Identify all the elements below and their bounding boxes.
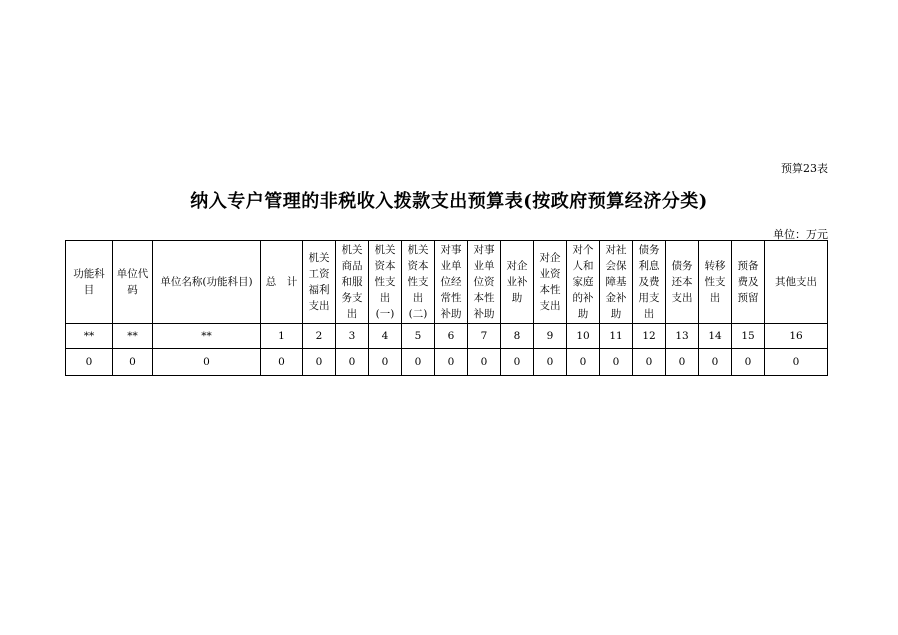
table-cell: 0 <box>153 349 261 376</box>
table-cell: 0 <box>567 349 600 376</box>
header-cell: 对事业单位经常性补助 <box>435 241 468 324</box>
table-cell: 13 <box>666 324 699 349</box>
header-cell: 单位代码 <box>113 241 153 324</box>
header-cell: 机关商品和服务支出 <box>336 241 369 324</box>
table-cell: 6 <box>435 324 468 349</box>
table-cell: 10 <box>567 324 600 349</box>
index-row <box>66 324 828 349</box>
table-row <box>66 349 828 376</box>
table-cell: 1 <box>261 324 303 349</box>
budget-table <box>65 240 828 376</box>
header-row <box>66 241 828 324</box>
header-cell: 机关资本性支出(一) <box>369 241 402 324</box>
table-cell: 0 <box>534 349 567 376</box>
unit-label: 单位：万元 <box>773 228 828 241</box>
table-cell: 0 <box>666 349 699 376</box>
table-cell: 0 <box>501 349 534 376</box>
header-cell: 对企业资本性支出 <box>534 241 567 324</box>
header-cell: 机关资本性支出(二) <box>402 241 435 324</box>
table-number: 预算23表 <box>781 162 828 175</box>
table-cell: 0 <box>468 349 501 376</box>
table-cell: ** <box>153 324 261 349</box>
table-cell: 11 <box>600 324 633 349</box>
table-cell: 0 <box>113 349 153 376</box>
header-cell: 债务利息及费用支出 <box>633 241 666 324</box>
table-cell: 9 <box>534 324 567 349</box>
table-cell: ** <box>66 324 113 349</box>
header-cell: 债务还本支出 <box>666 241 699 324</box>
table-cell: 5 <box>402 324 435 349</box>
table-cell: 0 <box>600 349 633 376</box>
table-cell: 14 <box>699 324 732 349</box>
table-cell: 2 <box>303 324 336 349</box>
page-title: 纳入专户管理的非税收入拨款支出预算表(按政府预算经济分类) <box>190 191 708 212</box>
table-cell: 0 <box>66 349 113 376</box>
table-cell: 0 <box>732 349 765 376</box>
table-cell: 0 <box>369 349 402 376</box>
table-cell: 8 <box>501 324 534 349</box>
header-cell: 单位名称(功能科目) <box>153 241 261 324</box>
header-cell: 其他支出 <box>765 241 828 324</box>
table-cell: 7 <box>468 324 501 349</box>
table-cell: 0 <box>633 349 666 376</box>
table-cell: 3 <box>336 324 369 349</box>
table-cell: 0 <box>261 349 303 376</box>
header-cell: 总 计 <box>261 241 303 324</box>
header-cell: 对企业补助 <box>501 241 534 324</box>
header-cell: 对社会保障基金补助 <box>600 241 633 324</box>
header-cell: 对事业单位资本性补助 <box>468 241 501 324</box>
header-cell: 对个人和家庭的补助 <box>567 241 600 324</box>
header-cell: 转移性支出 <box>699 241 732 324</box>
table-cell: 0 <box>336 349 369 376</box>
table-cell: 16 <box>765 324 828 349</box>
header-cell: 机关工资福利支出 <box>303 241 336 324</box>
table-cell: 15 <box>732 324 765 349</box>
table-cell: 0 <box>699 349 732 376</box>
table-cell: 12 <box>633 324 666 349</box>
table-cell: 0 <box>303 349 336 376</box>
table-cell: ** <box>113 324 153 349</box>
table-cell: 0 <box>402 349 435 376</box>
table-cell: 4 <box>369 324 402 349</box>
header-cell: 功能科目 <box>66 241 113 324</box>
table-cell: 0 <box>765 349 828 376</box>
header-cell: 预备费及预留 <box>732 241 765 324</box>
table-cell: 0 <box>435 349 468 376</box>
